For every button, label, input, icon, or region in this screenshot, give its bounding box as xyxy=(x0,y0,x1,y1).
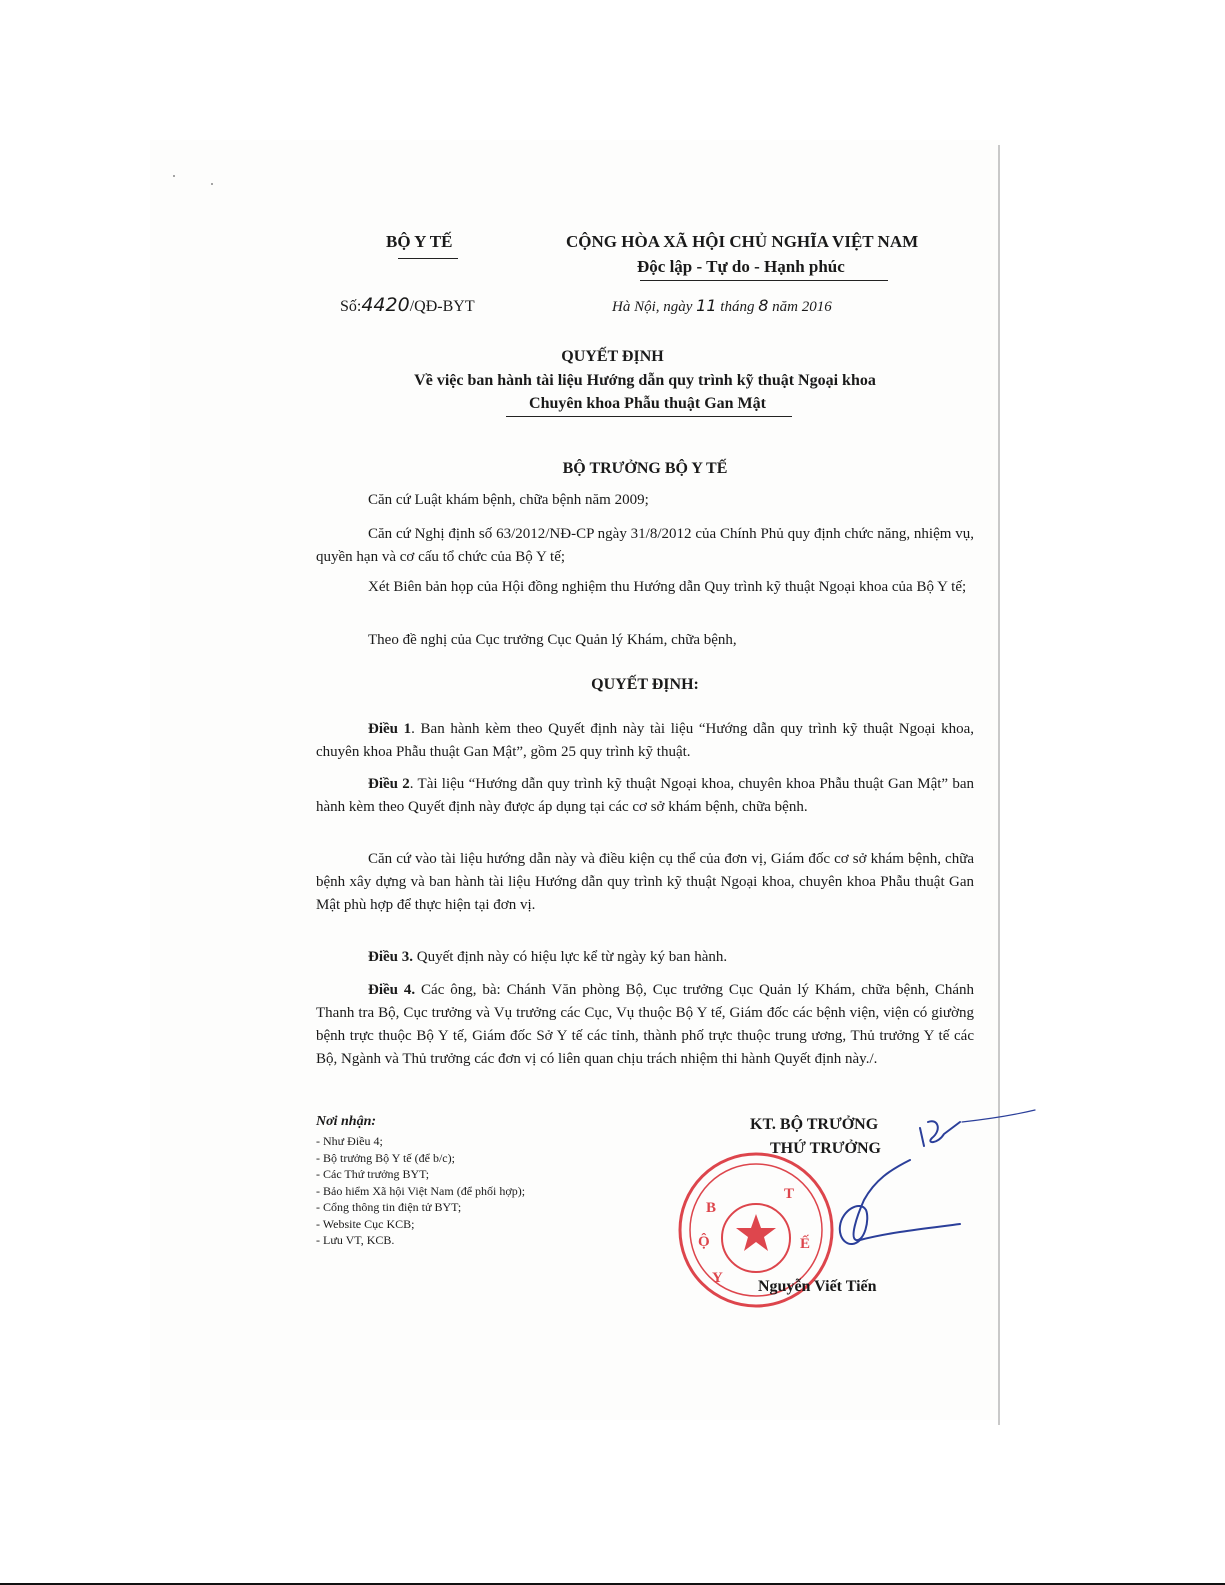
ministry-name: BỘ Y TẾ xyxy=(386,232,453,251)
recipient-item: - Như Điều 4; xyxy=(316,1134,383,1148)
svg-text:Y: Y xyxy=(712,1270,723,1286)
basis-paragraph: Xét Biên bản họp của Hội đồng nghiệm thu Hướng dẫn Quy trình kỹ thuật Ngoại khoa của Bộ Y tế; xyxy=(368,579,967,595)
svg-text:Ế: Ế xyxy=(800,1236,811,1252)
article-2-label: Điều 2 xyxy=(368,776,410,792)
signer-name: Nguyễn Viết Tiến xyxy=(758,1278,877,1295)
recipients-title: Nơi nhận: xyxy=(316,1114,377,1129)
article-3-label: Điều 3. xyxy=(368,949,413,965)
recipient-item: - Website Cục KCB; xyxy=(316,1216,415,1231)
decision-subject-line1: Về việc ban hành tài liệu Hướng dẫn quy trình kỹ thuật Ngoại khoa xyxy=(414,372,876,389)
svg-text:T: T xyxy=(784,1186,795,1202)
national-motto: Độc lập - Tự do - Hạnh phúc xyxy=(637,257,845,276)
date-prefix: Hà Nội, ngày xyxy=(612,299,693,315)
nation-name: CỘNG HÒA XÃ HỘI CHỦ NGHĨA VIỆT NAM xyxy=(566,232,919,251)
title-underline xyxy=(506,416,792,417)
recipient-item: - Bảo hiểm Xã hội Việt Nam (để phối hợp); xyxy=(316,1183,526,1198)
article-3-text: Quyết định này có hiệu lực kể từ ngày ký ban hành. xyxy=(413,949,728,965)
handwritten-signature xyxy=(820,1100,1040,1290)
signature-title-line1: KT. BỘ TRƯỞNG xyxy=(750,1116,879,1133)
date-suffix: năm 2016 xyxy=(772,299,832,315)
basis-paragraph: Căn cứ Luật khám bệnh, chữa bệnh năm 2009; xyxy=(368,492,649,508)
basis-paragraph: Theo đề nghị của Cục trưởng Cục Quản lý Khám, chữa bệnh, xyxy=(368,632,737,648)
article-2 xyxy=(316,773,974,819)
decides-heading: QUYẾT ĐỊNH: xyxy=(591,676,699,693)
decision-title: QUYẾT ĐỊNH xyxy=(561,348,664,365)
signature-title-line2: THỨ TRƯỞNG xyxy=(770,1140,881,1157)
basis-paragraph: Căn cứ Nghị định số 63/2012/NĐ-CP ngày 31/8/2012 của Chính Phủ quy định chức năng, nhiệm vụ, quyền hạn và cơ cấu tổ chức của Bộ Y tế; xyxy=(316,526,974,565)
recipient-item: - Lưu VT, KCB. xyxy=(316,1233,395,1247)
date-day-handwritten: 11 xyxy=(696,296,717,315)
doc-no-suffix: /QĐ-BYT xyxy=(409,298,475,315)
minister-heading: BỘ TRƯỞNG BỘ Y TẾ xyxy=(562,460,728,477)
date-month-handwritten: 8 xyxy=(758,296,769,315)
article-4-label: Điều 4. xyxy=(368,982,416,998)
doc-no-prefix: Số: xyxy=(340,298,362,315)
svg-text:B: B xyxy=(706,1200,717,1216)
date-line xyxy=(612,296,832,316)
recipients-list xyxy=(316,1133,525,1249)
article-4-text: Các ông, bà: Chánh Văn phòng Bộ, Cục trưởng Cục Quản lý Khám, chữa bệnh, Chánh Thanh tra Bộ, Cục trưởng và Vụ trưởng các Cục, Vụ thuộc Bộ Y tế, Giám đốc các bệnh viện, viện có giường bệnh trực thuộc Bộ Y tế, Giám đốc Sở Y tế các tỉnh, thành phố trực thuộc trung ương, Thủ trưởng Y tế các Bộ, Ngành và Thủ trưởng các đơn vị có liên quan chịu trách nhiệm thi hành Quyết định này./. xyxy=(316,982,974,1067)
article-1-label: Điều 1 xyxy=(368,721,412,737)
article-3 xyxy=(316,946,974,969)
document-number xyxy=(340,294,475,316)
article-1-text: . Ban hành kèm theo Quyết định này tài liệu “Hướng dẫn quy trình kỹ thuật Ngoại khoa, chuyên khoa Phẫu thuật Gan Mật”, gồm 25 quy trình kỹ thuật. xyxy=(316,721,974,760)
article-4 xyxy=(316,979,974,1071)
recipient-item: - Các Thứ trưởng BYT; xyxy=(316,1167,430,1181)
article-2-text: . Tài liệu “Hướng dẫn quy trình kỹ thuật Ngoại khoa, chuyên khoa Phẫu thuật Gan Mật” ban hành kèm theo Quyết định này được áp dụng tại các cơ sở khám bệnh, chữa bệnh. xyxy=(316,776,974,815)
recipient-item: - Bộ trưởng Bộ Y tế (để b/c); xyxy=(316,1150,455,1165)
motto-underline xyxy=(640,280,888,281)
date-mid: tháng xyxy=(720,299,755,315)
article-2-continued: Căn cứ vào tài liệu hướng dẫn này và điều kiện cụ thể của đơn vị, Giám đốc cơ sở khám bệnh, chữa bệnh xây dựng và ban hành tài liệu Hướng dẫn quy trình kỹ thuật Ngoại khoa, chuyên khoa Phẫu thuật Gan Mật phù hợp để thực hiện tại đơn vị. xyxy=(316,851,974,913)
ministry-underline xyxy=(398,258,458,259)
decision-subject-line2: Chuyên khoa Phẫu thuật Gan Mật xyxy=(529,395,766,412)
doc-no-handwritten: 4420 xyxy=(361,294,410,316)
svg-text:Ộ: Ộ xyxy=(698,1234,710,1250)
article-1 xyxy=(316,718,974,764)
recipient-item: - Cổng thông tin điện tử BYT; xyxy=(316,1200,462,1214)
scan-specks xyxy=(160,170,220,200)
